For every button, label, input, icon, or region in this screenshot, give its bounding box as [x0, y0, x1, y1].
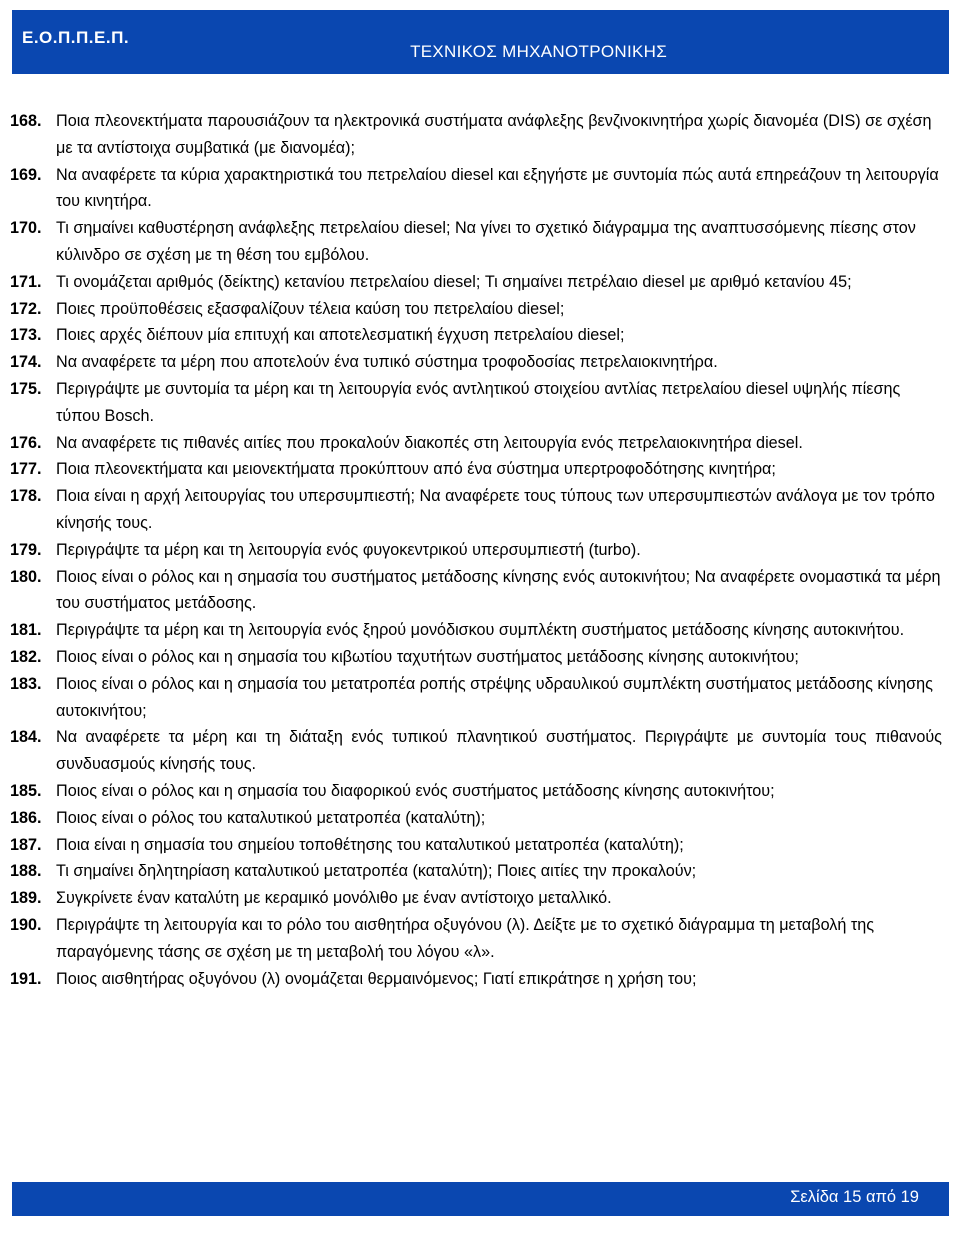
question-number: 168.: [10, 112, 42, 130]
question-list: [10, 108, 942, 992]
question-text: Τι ονομάζεται αριθμός (δείκτης) κετανίου πετρελαίου diesel; Τι σημαίνει πετρέλαιο diesel με αριθμό κετανίου 45;: [56, 272, 852, 291]
question-text: Περιγράψτε τα μέρη και τη λειτουργία ενός φυγοκεντρικού υπερσυμπιεστή (turbo).: [56, 540, 641, 559]
question-number: 173.: [10, 326, 42, 345]
question-item: [10, 296, 942, 323]
question-text: Τι σημαίνει καθυστέρηση ανάφλεξης πετρελαίου diesel; Να γίνει το σχετικό διάγραμμα της αναπτυσσόμενης πίεσης στον κύλινδρο σε σχέση με τη θέση του εμβόλου.: [56, 219, 916, 264]
question-number: 177.: [10, 460, 42, 479]
question-number: 169.: [10, 165, 42, 184]
question-text: Ποιος είναι ο ρόλος του καταλυτικού μετατροπέα (καταλύτη);: [56, 808, 486, 827]
question-item: [10, 430, 942, 457]
question-number: 180.: [10, 567, 42, 586]
question-number: 176.: [10, 433, 42, 452]
question-text: Περιγράψτε τα μέρη και τη λειτουργία ενός ξηρού μονόδισκου συμπλέκτη συστήματος μετάδοσης κίνησης αυτοκινήτου.: [56, 621, 905, 640]
question-text: Ποιος είναι ο ρόλος και η σημασία του συστήματος μετάδοσης κίνησης ενός αυτοκινήτου; Να αναφέρετε ονομαστικά τα μέρη του συστήματος μετάδοσης.: [56, 567, 941, 613]
question-item: [10, 778, 942, 805]
question-text: Να αναφέρετε τα μέρη και τη διάταξη ενός τυπικού πλανητικού συστήματος. Περιγράψτε με συντομία τους πιθανούς συνδυασμούς κίνησής τους.: [56, 728, 942, 774]
question-text: Να αναφέρετε τα μέρη που αποτελούν ένα τυπικό σύστημα τροφοδοσίας πετρελαιοκινητήρα.: [56, 353, 718, 372]
question-text: Συγκρίνετε έναν καταλύτη με κεραμικό μονόλιθο με έναν αντίστοιχο μεταλλικό.: [56, 889, 612, 908]
question-item: [10, 724, 942, 778]
question-number: 189.: [10, 889, 42, 908]
question-text: Να αναφέρετε τις πιθανές αιτίες που προκαλούν διακοπές στη λειτουργία ενός πετρελαιοκινητήρα diesel.: [56, 433, 803, 452]
question-text: Ποια πλεονεκτήματα παρουσιάζουν τα ηλεκτρονικά συστήματα ανάφλεξης βενζινοκινητήρα χωρίς διανομέα (DIS) σε σχέση με τα αντίστοιχα συμβατικά (με διανομέα);: [56, 112, 932, 157]
page-number: Σελίδα 15 από 19: [790, 1188, 919, 1206]
question-text: Ποια είναι η σημασία του σημείου τοποθέτησης του καταλυτικού μετατροπέα (καταλύτη);: [56, 835, 684, 854]
question-number: 185.: [10, 781, 42, 800]
question-number: 181.: [10, 621, 42, 640]
question-text: Περιγράψτε τη λειτουργία και το ρόλο του αισθητήρα οξυγόνου (λ). Δείξτε με το σχετικό διάγραμμα τη μεταβολή της παραγόμενης τάσης σε σχέση με τη μεταβολή του λόγου «λ».: [56, 915, 875, 961]
question-number: 175.: [10, 379, 42, 398]
question-item: [10, 617, 942, 644]
question-text: Ποιος είναι ο ρόλος και η σημασία του διαφορικού ενός συστήματος μετάδοσης κίνησης αυτοκινήτου;: [56, 781, 775, 800]
question-item: [10, 349, 942, 376]
question-text: Τι σημαίνει δηλητηρίαση καταλυτικού μετατροπέα (καταλύτη); Ποιες αιτίες την προκαλούν;: [56, 862, 697, 881]
question-text: Ποια πλεονεκτήματα και μειονεκτήματα προκύπτουν από ένα σύστημα υπερτροφοδότησης κινητήρα;: [56, 460, 776, 479]
question-item: [10, 483, 942, 537]
question-item: [10, 805, 942, 832]
course-title: ΤΕΧΝΙΚΟΣ ΜΗΧΑΝΟΤΡΟΝΙΚΗΣ: [410, 42, 667, 61]
question-item: [10, 671, 942, 725]
question-item: [10, 564, 942, 618]
question-number: 171.: [10, 272, 42, 291]
question-item: [10, 376, 942, 430]
question-item: [10, 456, 942, 483]
question-item: [10, 162, 942, 216]
question-item: [10, 885, 942, 912]
question-number: 187.: [10, 835, 42, 854]
page-footer: [12, 1182, 949, 1216]
question-text: Ποιες αρχές διέπουν μία επιτυχή και αποτελεσματική έγχυση πετρελαίου diesel;: [56, 326, 625, 345]
question-text: Περιγράψτε με συντομία τα μέρη και τη λειτουργία ενός αντλητικού στοιχείου αντλίας πετρελαίου diesel υψηλής πίεσης τύπου Bosch.: [56, 379, 901, 425]
question-number: 186.: [10, 808, 42, 827]
question-text: Ποιος αισθητήρας οξυγόνου (λ) ονομάζεται θερμαινόμενος; Γιατί επικράτησε η χρήση του;: [56, 969, 697, 988]
question-item: [10, 108, 942, 162]
question-item: [10, 644, 942, 671]
question-number: 190.: [10, 915, 42, 934]
question-number: 172.: [10, 299, 42, 318]
question-item: [10, 832, 942, 859]
question-text: Ποια είναι η αρχή λειτουργίας του υπερσυμπιεστή; Να αναφέρετε τους τύπους των υπερσυμπιεστών ανάλογα με τον τρόπο κίνησής τους.: [56, 487, 935, 532]
question-item: [10, 269, 942, 296]
question-number: 174.: [10, 353, 42, 372]
question-text: Ποιες προϋποθέσεις εξασφαλίζουν τέλεια καύση του πετρελαίου diesel;: [56, 299, 565, 318]
question-number: 179.: [10, 540, 42, 559]
question-number: 188.: [10, 862, 42, 881]
question-number: 184.: [10, 728, 42, 747]
question-text: Ποιος είναι ο ρόλος και η σημασία του κιβωτίου ταχυτήτων συστήματος μετάδοσης κίνησης αυτοκινήτου;: [56, 647, 799, 666]
page-header: [12, 10, 949, 74]
question-item: [10, 537, 942, 564]
question-item: [10, 912, 942, 966]
question-text: Να αναφέρετε τα κύρια χαρακτηριστικά του πετρελαίου diesel και εξηγήστε με συντομία πώς αυτά επηρεάζουν τη λειτουργία του κινητήρα.: [56, 165, 939, 211]
question-number: 178.: [10, 487, 42, 506]
question-text: Ποιος είναι ο ρόλος και η σημασία του μετατροπέα ροπής στρέψης υδραυλικού συμπλέκτη συστήματος μετάδοσης κίνησης αυτοκινήτου;: [56, 674, 933, 720]
question-number: 191.: [10, 969, 42, 988]
question-item: [10, 858, 942, 885]
question-number: 170.: [10, 219, 42, 238]
question-item: [10, 322, 942, 349]
question-number: 183.: [10, 674, 42, 693]
organization-name: Ε.Ο.Π.Π.Ε.Π.: [22, 28, 130, 47]
question-item: [10, 215, 942, 269]
question-number: 182.: [10, 647, 42, 666]
question-item: [10, 966, 942, 993]
